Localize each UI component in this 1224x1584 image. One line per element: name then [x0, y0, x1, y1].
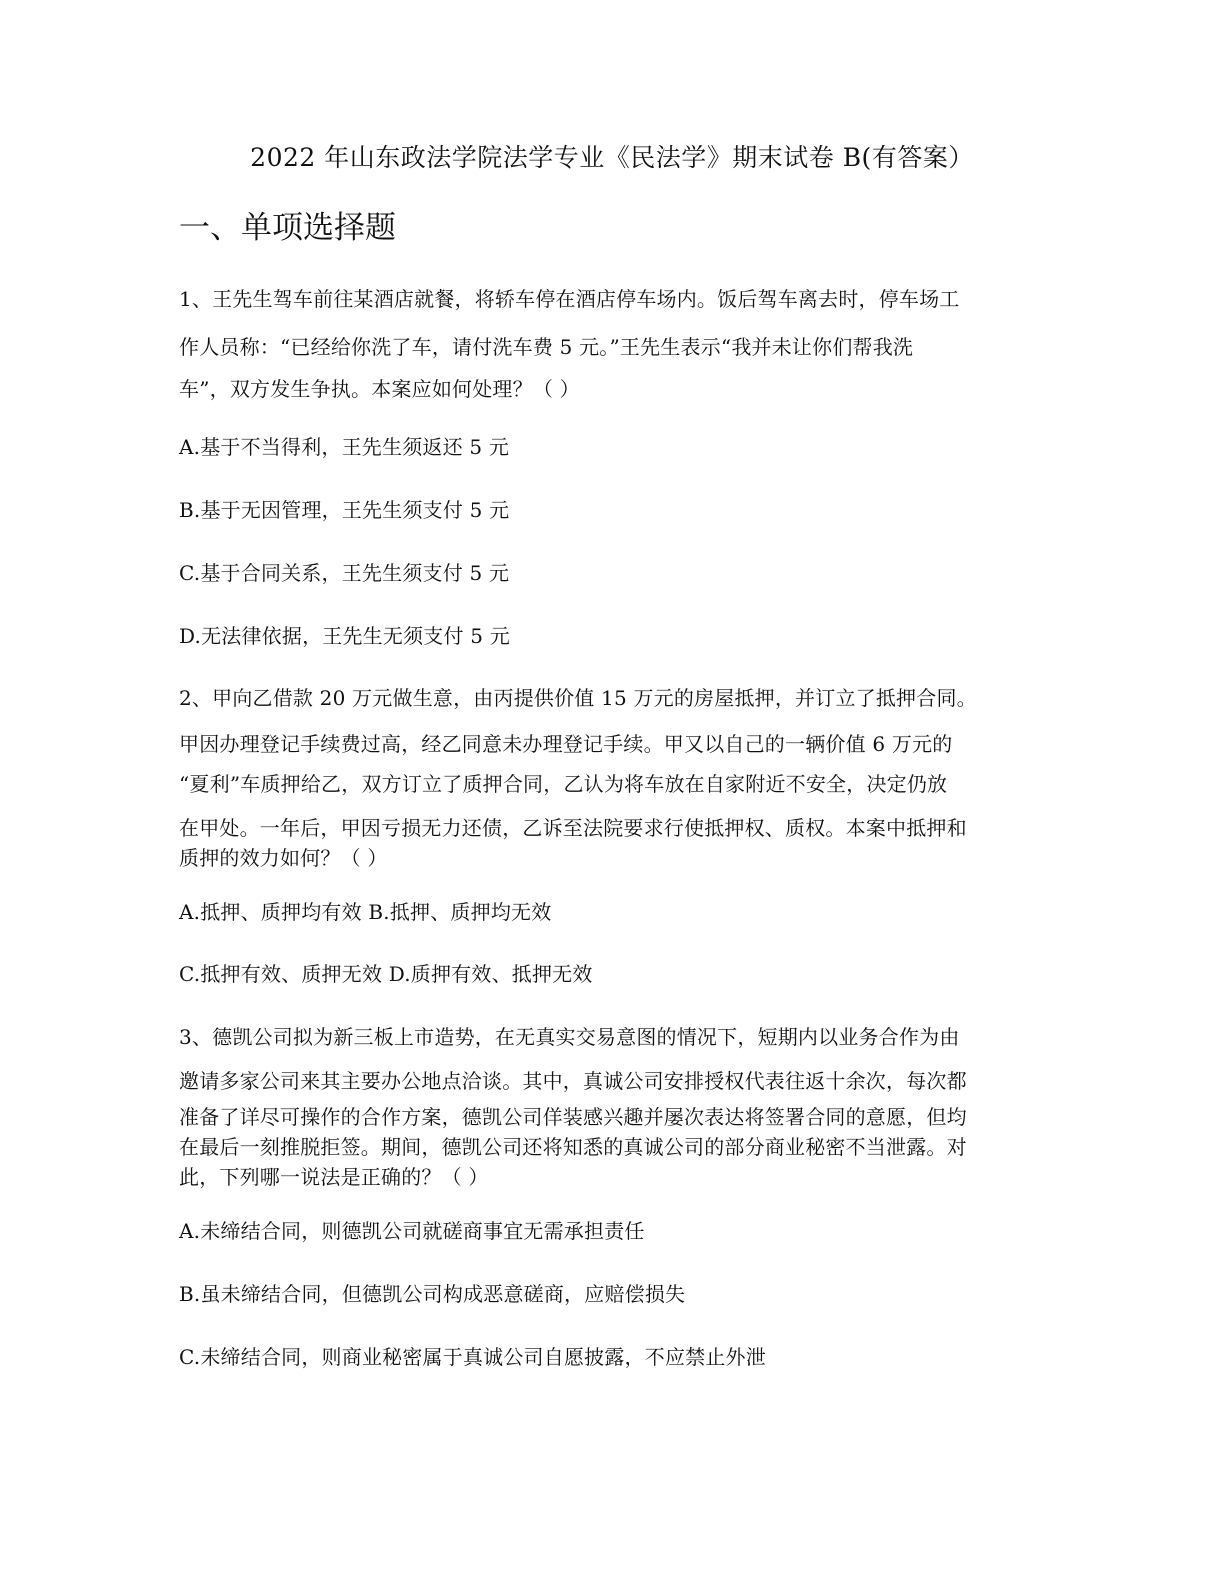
question-1-line-3: 车”，双方发生争执。本案应如何处理？（ ） — [179, 377, 580, 401]
question-3-option-a: A.未缔结合同，则德凯公司就磋商事宜无需承担责任 — [179, 1219, 645, 1243]
question-2-line-1: 2、甲向乙借款 20 万元做生意，由丙提供价值 15 万元的房屋抵押，并订立了抵押合同。 — [179, 686, 977, 710]
question-1-line-1: 1、王先生驾车前往某酒店就餐，将轿车停在酒店停车场内。饭后驾车离去时，停车场工 — [179, 287, 960, 311]
question-3-line-2: 邀请多家公司来其主要办公地点洽谈。其中，真诚公司安排授权代表往返十余次，每次都 — [179, 1069, 967, 1093]
question-2-option-ab: A.抵押、质押均有效 B.抵押、质押均无效 — [179, 900, 552, 924]
question-2-line-4: 在甲处。一年后，甲因亏损无力还债，乙诉至法院要求行使抵押权、质权。本案中抵押和 — [179, 816, 967, 840]
question-1-option-b: B.基于无因管理，王先生须支付 5 元 — [179, 498, 510, 522]
question-1-option-a: A.基于不当得利，王先生须返还 5 元 — [179, 435, 510, 459]
question-3-line-4: 在最后一刻推脱拒签。期间，德凯公司还将知悉的真诚公司的部分商业秘密不当泄露。对 — [179, 1135, 967, 1159]
section-heading: 一、单项选择题 — [179, 210, 396, 246]
question-2-line-2: 甲因办理登记手续费过高，经乙同意未办理登记手续。甲又以自己的一辆价值 6 万元的 — [179, 732, 953, 756]
question-1-option-d: D.无法律依据，王先生无须支付 5 元 — [179, 624, 510, 648]
question-1-line-2: 作人员称：“已经给你洗了车，请付洗车费 5 元。”王先生表示“我并未让你们帮我洗 — [179, 335, 914, 359]
document-title: 2022 年山东政法学院法学专业《民法学》期末试卷 B(有答案） — [250, 143, 974, 172]
question-3-option-b: B.虽未缔结合同，但德凯公司构成恶意磋商，应赔偿损失 — [179, 1282, 686, 1306]
question-2-line-5: 质押的效力如何？（ ） — [179, 846, 388, 870]
question-2-option-cd: C.抵押有效、质押无效 D.质押有效、抵押无效 — [179, 962, 593, 986]
question-3-line-5: 此，下列哪一说法是正确的？（ ） — [179, 1165, 489, 1189]
question-2-line-3: “夏利”车质押给乙，双方订立了质押合同，乙认为将车放在自家附近不安全，决定仍放 — [179, 772, 948, 796]
question-3-line-1: 3、德凯公司拟为新三板上市造势，在无真实交易意图的情况下，短期内以业务合作为由 — [179, 1025, 960, 1049]
question-3-line-3: 准备了详尽可操作的合作方案，德凯公司佯装感兴趣并屡次表达将签署合同的意愿，但均 — [179, 1105, 967, 1129]
question-1-option-c: C.基于合同关系，王先生须支付 5 元 — [179, 561, 510, 585]
question-3-option-c: C.未缔结合同，则商业秘密属于真诚公司自愿披露，不应禁止外泄 — [179, 1345, 766, 1369]
